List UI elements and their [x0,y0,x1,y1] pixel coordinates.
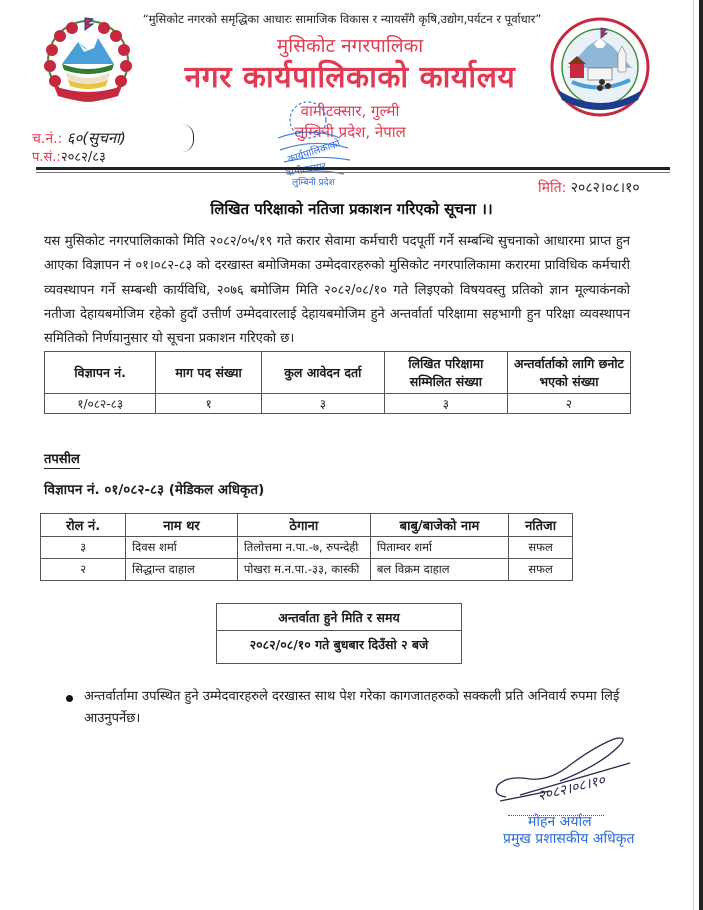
header-divider-thin [36,172,670,173]
cell-roll-no: २ [41,559,126,581]
office-stamp [270,98,380,188]
cell-address: तिलोत्तमा न.पा.-७, रुपन्देही [237,537,370,559]
date-label: मिति: [538,180,567,196]
chalani-number [32,128,126,148]
summary-table [44,351,631,414]
advertisement-heading: विज्ञापन नं. ०१/०८२-८३ (मेडिकल अधिकृत) [44,482,265,498]
signature-mark [490,735,640,815]
cell-result: सफल [509,559,573,581]
col-demand-posts: माग पद संख्या [156,352,261,394]
result-header-row [41,514,573,537]
municipality-name: मुसिकोट नगरपालिका [276,35,424,57]
interview-schedule-table [216,603,462,664]
col-guardian-name: बाबु/बाजेको नाम [370,514,508,537]
cell-name: सिद्धान्त दाहाल [126,559,238,581]
cell-guardian-name: पिताम्वर शर्मा [370,537,508,559]
notice-title: लिखित परिक्षाको नतिजा प्रकाशन गरिएको सूचना ।। [210,200,493,218]
note-text: अन्तर्वार्तामा उपस्थित हुने उम्मेदवारहरुले दरखास्त साथ पेश गरेका कागजातहरुको सक्कली प्रति अनिवार्य रुपमा लिई आउनुपर्नेछ। [84,689,620,726]
office-title: नगर कार्यपालिकाको कार्यालय [184,60,516,95]
header-divider [36,167,670,170]
svg-text:लुम्बिनी प्रदेश: लुम्बिनी प्रदेश [292,178,335,188]
interview-header-row [217,604,462,631]
table-row [41,559,573,581]
table-row [45,394,631,414]
notice-date [538,178,640,197]
handwritten-bracket [182,124,194,152]
patra-sankhya-label: प.सं.: [32,150,61,165]
notice-body: यस मुसिकोट नगरपालिकाको मिति २०८२/०५/१९ गते करार सेवामा कर्मचारी पदपूर्ती गर्ने सम्बन्धि सुचनाको आधारमा प्राप्त हुन आएका विज्ञापन नं ०१।०८२-८३ को दरखास्त बमोजिमका उम्मेदवारहरुको मुसिकोट नगरपालिकामा करारमा प्राविधिक कर्मचारी व्यवस्थापन गर्ने सम्बन्धी कार्यविधि, २०७६ बमोजिम मिति २०८२/०८/१० गते लिइएको विषयवस्तु प्रतिको ज्ञान मूल्याकंनको नतीजा देहायबमोजिम रहेको हुदाँ उत्तीर्ण उम्मेदवारलाई देहायबमोजिम हुने अन्तर्वार्ता परिक्षामा सहभागी हुन परिक्षा व्यवस्थापन समितिको निर्णयानुसार यो सूचना प्रकाशन गरिएको छ। [44,234,630,347]
col-total-applications: कुल आवेदन दर्ता [261,352,384,394]
page-fold-line [693,0,694,910]
page-edge [699,0,703,910]
cell-name: दिवस शर्मा [126,537,238,559]
chalani-label: च.नं.: [32,131,63,147]
cell-shortlisted-count: २ [507,394,630,414]
col-vigyapan-no: विज्ञापन नं. [45,352,156,394]
interview-header: अन्तर्वाता हुने मिति र समय [217,604,462,631]
cell-demand-posts: १ [156,394,261,414]
nepal-emblem-logo [38,14,138,108]
col-shortlisted-count: अन्तर्वार्ताको लागि छनोट भएको संख्या [507,352,630,394]
patra-sankhya-value: २०८२/८३ [60,150,106,165]
address-line-1: वामीटक्सार, गुल्मी [300,102,400,120]
cell-result: सफल [509,537,573,559]
bullet-icon [66,695,73,702]
date-value: २०८२।०८।१० [570,180,640,196]
summary-header-row [45,352,631,394]
note-list-item [60,686,640,730]
col-written-exam-count: लिखित परिक्षामा सम्मिलित संख्या [384,352,507,394]
col-roll-no: रोल नं. [41,514,126,537]
col-result: नतिजा [509,514,573,537]
patra-sankhya [32,147,106,165]
cell-written-exam-count: ३ [384,394,507,414]
cell-address: पोखरा म.न.पा.-३३, कास्की [237,559,370,581]
svg-text:२०८२।०८।१०: २०८२।०८।१० [536,772,607,805]
chalani-value: ६०(सुचना) [66,129,126,147]
officer-name: मोहन अर्याल [528,814,592,830]
result-table [40,513,573,581]
cell-guardian-name: बल विक्रम दाहाल [370,559,508,581]
interview-datetime: २०८२/०८/१० गते बुधबार दिउँसो २ बजे [217,631,462,664]
officer-title: प्रमुख प्रशासकीय अधिकृत [503,831,635,847]
interview-value-row [217,631,462,664]
col-address: ठेगाना [237,514,370,537]
cell-total-applications: ३ [261,394,384,414]
address-line-2: लुम्बिनी प्रदेश, नेपाल [294,123,406,141]
cell-vigyapan-no: १/०८२-८३ [45,394,156,414]
svg-text:कार्यपालिकाको: कार्यपालिकाको [286,138,342,166]
municipality-motto: “मुसिकोट नगरको समृद्धिका आधारः सामाजिक विकास र न्यायसँगै कृषि,उद्योग,पर्यटन र पूर्वाधार” [142,12,542,26]
table-row [41,537,573,559]
col-name: नाम थर [126,514,238,537]
cell-roll-no: ३ [41,537,126,559]
details-heading: तपसील [44,449,80,469]
musikot-municipality-logo [548,16,652,118]
